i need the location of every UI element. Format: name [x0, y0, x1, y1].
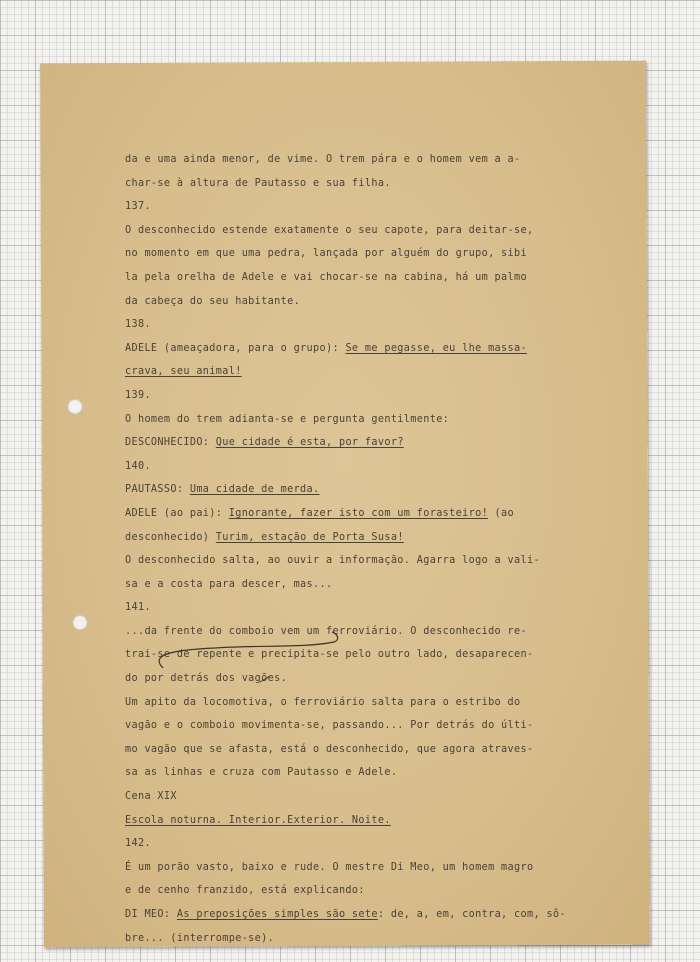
text-segment: 141. [125, 602, 151, 614]
text-line [125, 502, 565, 526]
text-segment: la pela orelha de Adele e vai chocar-se na cabina, há um palmo [125, 271, 527, 283]
text-segment: 139. [125, 389, 151, 401]
text-segment: É um porão vasto, baixo e rude. O mestre Di Meo, um homem magro [125, 861, 534, 873]
text-segment: bre... (interrompe-se). [125, 932, 275, 944]
text-line [125, 879, 565, 903]
text-line [125, 290, 565, 314]
text-line [125, 360, 565, 384]
text-line [125, 738, 565, 762]
text-line [125, 549, 565, 573]
text-segment: O desconhecido salta, ao ouvir a informação. Agarra logo a vali- [125, 555, 540, 567]
punch-hole-lower [72, 615, 87, 630]
text-line [125, 195, 565, 219]
text-line [125, 266, 565, 290]
text-line [125, 408, 565, 432]
text-line [125, 785, 565, 809]
text-line [125, 809, 565, 833]
text-segment: 140. [125, 460, 151, 472]
text-segment: 138. [125, 319, 151, 331]
text-segment: sa e a costa para descer, mas... [125, 578, 333, 590]
text-line [125, 832, 565, 856]
text-line [125, 856, 565, 880]
text-segment: ...da frente do comboio vem um ferroviário. O desconhecido re- [125, 625, 527, 637]
text-line [125, 620, 565, 644]
text-line [125, 242, 565, 266]
text-line [125, 313, 565, 337]
text-segment: da cabeça do seu habitante. [125, 295, 301, 307]
underlined-text: Escola noturna. Interior.Exterior. Noite. [125, 814, 391, 826]
text-segment: O desconhecido estende exatamente o seu capote, para deitar-se, [125, 224, 534, 236]
text-segment: da e uma ainda menor, de vime. O trem pára e o homem vem a a- [125, 154, 521, 165]
text-segment: PAUTASSO: [125, 484, 190, 496]
text-line [125, 384, 565, 408]
text-line [125, 667, 565, 691]
text-line [125, 714, 565, 738]
text-segment: : de, a, em, contra, com, sô- [377, 909, 566, 920]
text-segment: DESCONHECIDO: [125, 437, 216, 449]
text-line [125, 172, 565, 196]
text-segment: do por detrás dos vagões. [125, 673, 288, 685]
text-line [125, 219, 565, 243]
text-line [125, 478, 565, 502]
text-line [125, 148, 565, 172]
text-segment: ADELE (ao pai): [125, 507, 229, 519]
text-line [125, 691, 565, 715]
text-line [125, 596, 565, 620]
underlined-text: Turim, estação de Porta Susa! [215, 531, 404, 543]
underlined-text: As preposições simples são sete [176, 909, 378, 920]
underlined-text: Ignorante, fazer isto com um forasteiro! [228, 507, 489, 519]
text-segment: sa as linhas e cruza com Pautasso e Adele. [125, 767, 398, 779]
text-segment: DI MEO: [125, 909, 177, 920]
punch-hole-upper [68, 399, 83, 414]
text-segment: vagão e o comboio movimenta-se, passando... Por detrás do últi- [125, 720, 534, 732]
underlined-text: Se me pegasse, eu lhe massa- [345, 342, 527, 354]
underlined-text: Que cidade é esta, por favor? [215, 437, 404, 449]
text-segment: 137. [125, 201, 151, 213]
typed-text-body [125, 148, 565, 950]
text-line [125, 761, 565, 785]
text-segment: e de cenho franzido, está explicando: [125, 885, 365, 897]
text-segment: no momento em que uma pedra, lançada por alguém do grupo, sibi [125, 248, 527, 260]
text-segment: desconhecido) [125, 531, 216, 543]
text-segment: Um apito da locomotiva, o ferroviário salta para o estribo do [125, 696, 521, 708]
text-line [125, 431, 565, 455]
text-segment: Cena XIX [125, 791, 177, 803]
text-line [125, 903, 565, 927]
text-segment: (ao [488, 507, 515, 519]
text-line [125, 573, 565, 597]
text-segment: O homem do trem adianta-se e pergunta gentilmente: [125, 413, 450, 425]
text-line [125, 526, 565, 550]
text-line [125, 927, 565, 951]
text-line [125, 643, 565, 667]
text-segment: char-se à altura de Pautasso e sua filha. [125, 177, 391, 189]
text-segment: trai-se de repente e precipita-se pelo outro lado, desaparecen- [125, 649, 534, 661]
text-segment: 142. [125, 838, 151, 850]
text-segment: mo vagão que se afasta, está o desconhecido, que agora atraves- [125, 743, 534, 755]
underlined-text: crava, seu animal! [125, 366, 242, 378]
text-line [125, 337, 565, 361]
text-segment: ADELE (ameaçadora, para o grupo): [125, 342, 346, 354]
text-line [125, 455, 565, 479]
underlined-text: Uma cidade de merda. [189, 484, 320, 496]
